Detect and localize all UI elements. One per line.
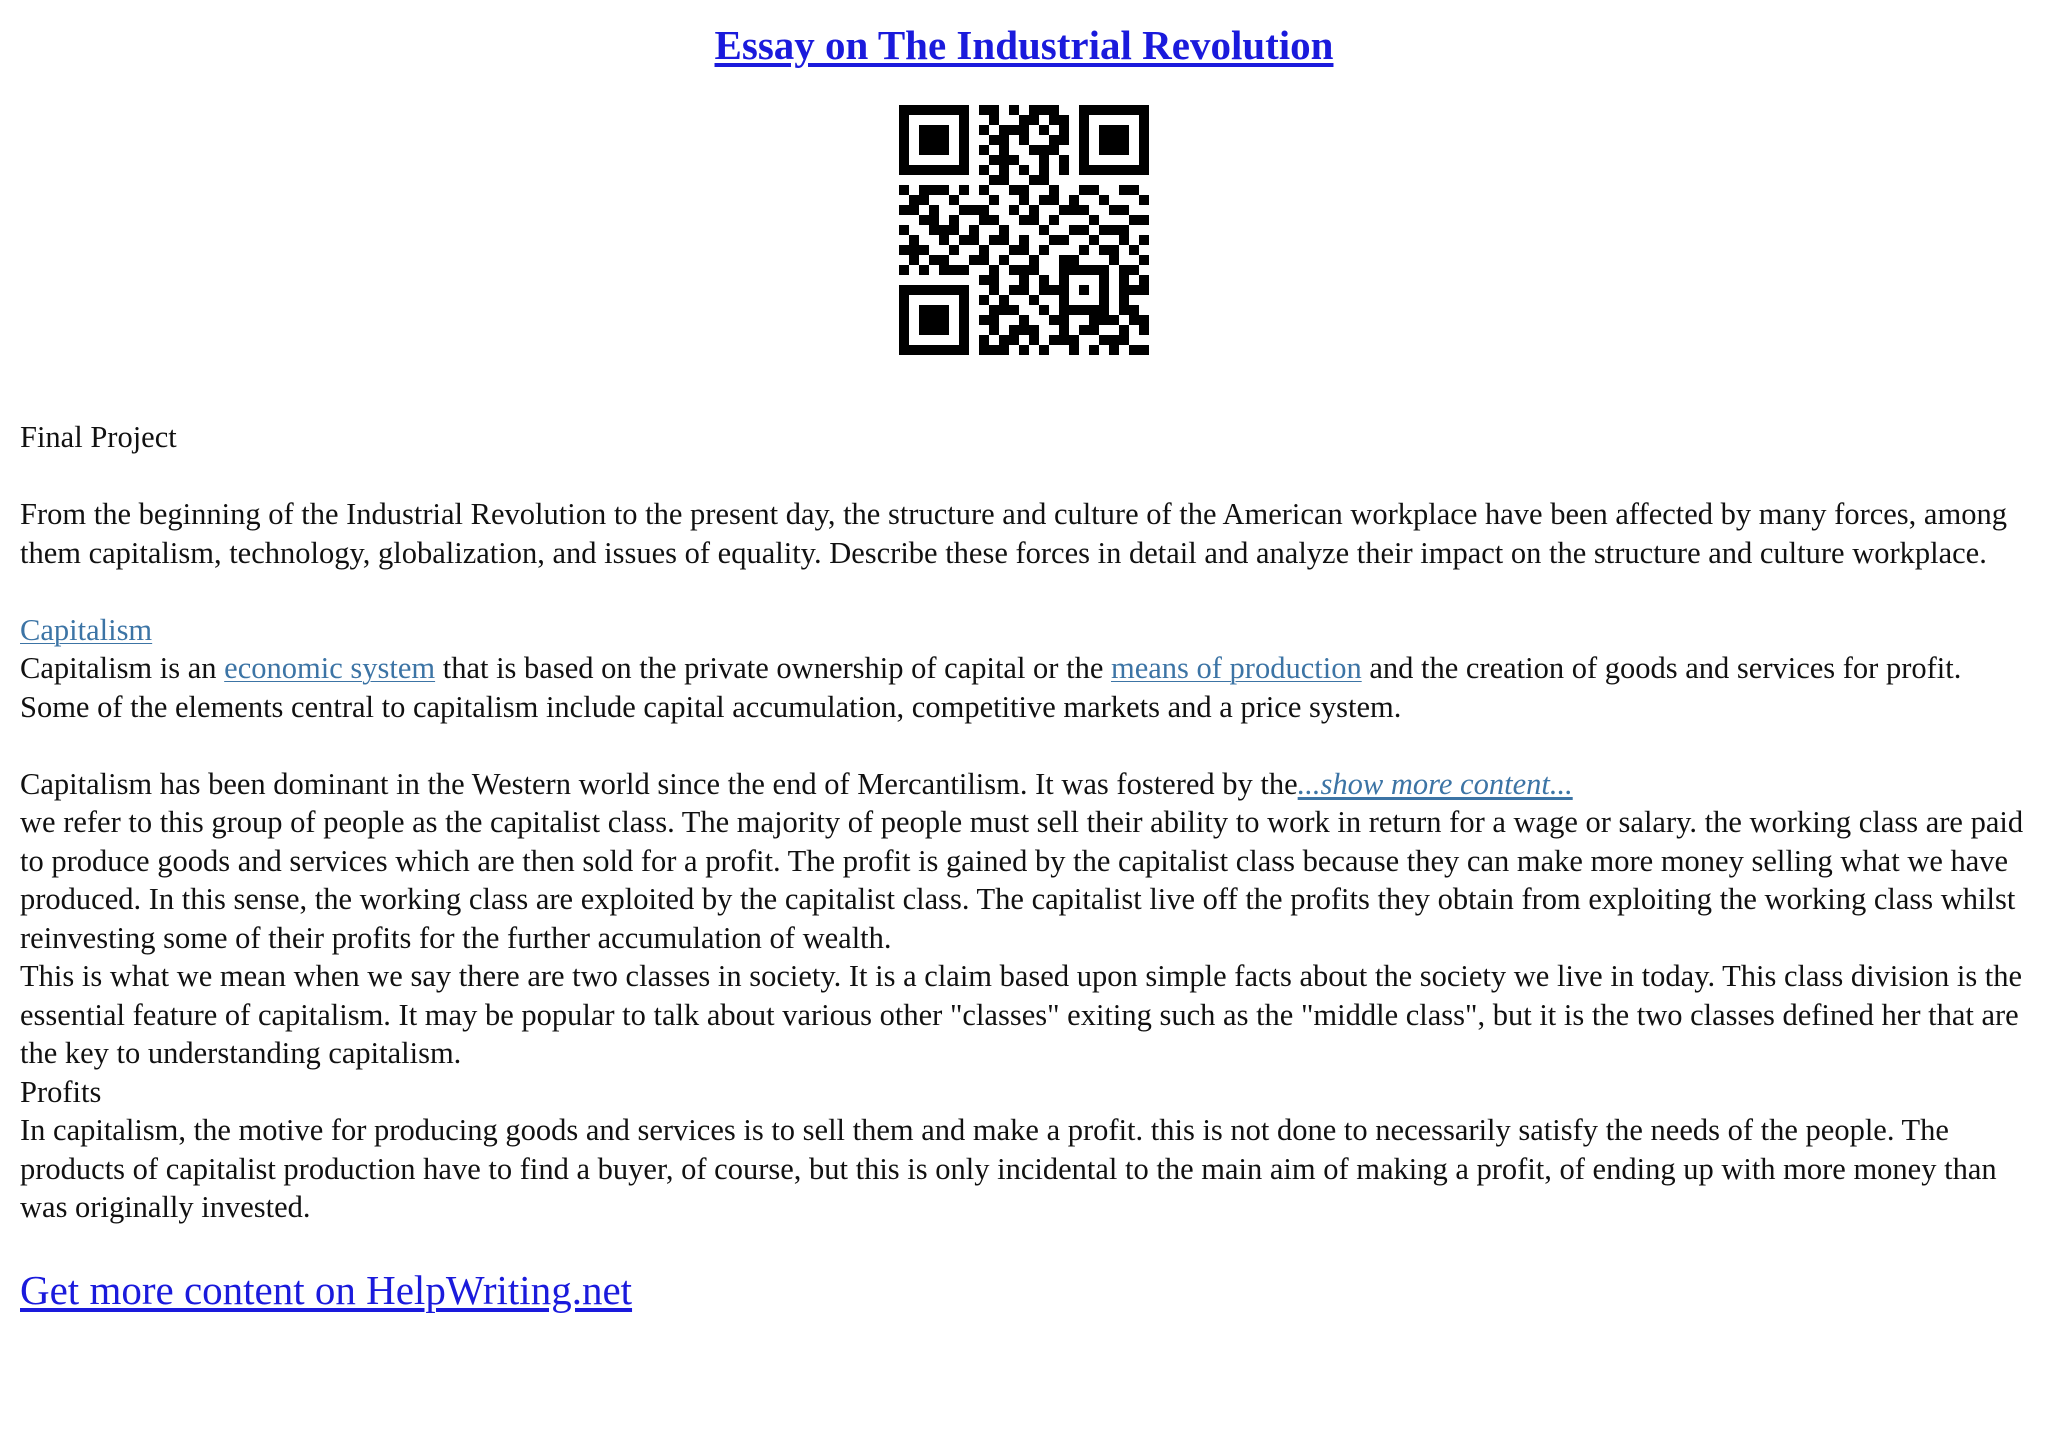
means-of-production-link[interactable]: means of production (1110, 651, 1362, 685)
dominant-sentence: Capitalism has been dominant in the Western world since the end of Mercantilism. It was fostered by the (20, 766, 1298, 801)
capitalism-heading (20, 611, 2028, 650)
qr-code-icon (899, 105, 1149, 355)
dominant-paragraph (20, 765, 2028, 804)
paragraph-gap (20, 572, 2028, 611)
paragraph-gap (20, 457, 2028, 496)
intro-paragraph: From the beginning of the Industrial Revolution to the present day, the structure and culture of the American workplace have been affected by many forces, among them capitalism, technology, globalization, and issues of equality. Describe these forces in detail and analyze their impact on the structure and culture workplace. (20, 497, 2007, 570)
title-container (20, 20, 2028, 70)
economic-system-link[interactable]: economic system (224, 651, 436, 685)
definition-text-3: and the creation of goods and services for profit. Some of the elements central to capitalism include capital accumulation, competitive markets and a price system. (20, 651, 1962, 724)
capitalism-definition (20, 649, 2028, 726)
helpwriting-footer-link[interactable]: Get more content on HelpWriting.net (20, 1266, 633, 1313)
essay-body (20, 418, 2028, 1315)
paragraph-gap (20, 726, 2028, 765)
page-title-link[interactable]: Essay on The Industrial Revolution (714, 22, 1334, 68)
two-classes-paragraph: This is what we mean when we say there are two classes in society. It is a claim based upon simple facts about the society we live in today. This class division is the essential feature of capitalism. It may be popular to talk about various other "classes" exiting such as the "middle class", but it is the two classes defined her that are the key to understanding capitalism. (20, 959, 2023, 1070)
definition-text-2: that is based on the private ownership of capital or the (435, 651, 1111, 685)
show-more-link[interactable]: ...show more content... (1297, 766, 1573, 801)
capitalist-class-paragraph: we refer to this group of people as the capitalist class. The majority of people must sell their ability to work in return for a wage or salary. the working class are paid to produce goods and services which are then sold for a profit. The profit is gained by the capitalist class because they can make more money selling what we have produced. In this sense, the working class are exploited by the capitalist class. The capitalist live off the profits they obtain from exploiting the working class whilst reinvesting some of their profits for the further accumulation of wealth. (20, 805, 2024, 955)
capitalism-link[interactable]: Capitalism (20, 612, 153, 647)
document-page (20, 0, 2028, 1315)
definition-text-1: Capitalism is an (20, 651, 225, 685)
profits-paragraph: In capitalism, the motive for producing goods and services is to sell them and make a profit. this is not done to necessarily satisfy the needs of the people. The products of capitalist production have to find a buyer, of course, but this is only incidental to the main aim of making a profit, of ending up with more money than was originally invested. (20, 1113, 1997, 1224)
heading-final-project: Final Project (20, 420, 177, 454)
qr-code-container (20, 105, 2028, 355)
heading-profits: Profits (20, 1074, 102, 1109)
